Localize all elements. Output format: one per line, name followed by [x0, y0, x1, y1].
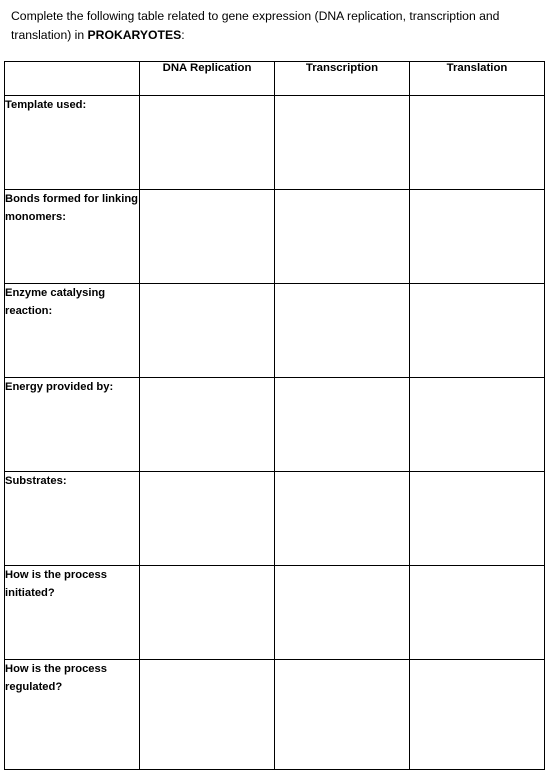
answer-cell-template-transcription[interactable] — [275, 96, 410, 190]
table-row — [5, 566, 545, 660]
row-header-bonds: Bonds formed for linking monomers: — [5, 190, 140, 284]
answer-cell-regulation-transcription[interactable] — [275, 660, 410, 770]
instructions-tail: : — [181, 28, 185, 42]
table-header-row — [5, 62, 545, 96]
row-header-enzyme: Enzyme catalysing reaction: — [5, 284, 140, 378]
instructions-text — [11, 7, 541, 45]
answer-cell-substrates-transcription[interactable] — [275, 472, 410, 566]
answer-cell-bonds-dna-replication[interactable] — [140, 190, 275, 284]
row-header-regulation: How is the process regulated? — [5, 660, 140, 770]
answer-cell-enzyme-transcription[interactable] — [275, 284, 410, 378]
answer-cell-substrates-translation[interactable] — [410, 472, 545, 566]
table-corner-cell — [5, 62, 140, 96]
answer-cell-initiation-transcription[interactable] — [275, 566, 410, 660]
table-row — [5, 284, 545, 378]
answer-cell-enzyme-dna-replication[interactable] — [140, 284, 275, 378]
answer-cell-regulation-translation[interactable] — [410, 660, 545, 770]
row-header-initiation: How is the process initiated? — [5, 566, 140, 660]
table-row — [5, 96, 545, 190]
answer-cell-enzyme-translation[interactable] — [410, 284, 545, 378]
instructions-emphasis: PROKARYOTES — [87, 28, 182, 42]
answer-cell-template-translation[interactable] — [410, 96, 545, 190]
answer-cell-substrates-dna-replication[interactable] — [140, 472, 275, 566]
table-row — [5, 472, 545, 566]
column-header-translation: Translation — [410, 62, 545, 96]
answer-cell-bonds-translation[interactable] — [410, 190, 545, 284]
gene-expression-table — [4, 61, 545, 770]
column-header-transcription: Transcription — [275, 62, 410, 96]
answer-cell-initiation-dna-replication[interactable] — [140, 566, 275, 660]
row-header-substrates: Substrates: — [5, 472, 140, 566]
answer-cell-template-dna-replication[interactable] — [140, 96, 275, 190]
table-row — [5, 378, 545, 472]
row-header-template: Template used: — [5, 96, 140, 190]
answer-cell-regulation-dna-replication[interactable] — [140, 660, 275, 770]
row-header-energy: Energy provided by: — [5, 378, 140, 472]
table-row — [5, 190, 545, 284]
table-row — [5, 660, 545, 770]
answer-cell-energy-transcription[interactable] — [275, 378, 410, 472]
answer-cell-bonds-transcription[interactable] — [275, 190, 410, 284]
instructions-lead: Complete the following table related to gene expression (DNA replication, transcription and translation) in — [11, 9, 500, 42]
answer-cell-initiation-translation[interactable] — [410, 566, 545, 660]
answer-cell-energy-dna-replication[interactable] — [140, 378, 275, 472]
column-header-dna-replication: DNA Replication — [140, 62, 275, 96]
answer-cell-energy-translation[interactable] — [410, 378, 545, 472]
